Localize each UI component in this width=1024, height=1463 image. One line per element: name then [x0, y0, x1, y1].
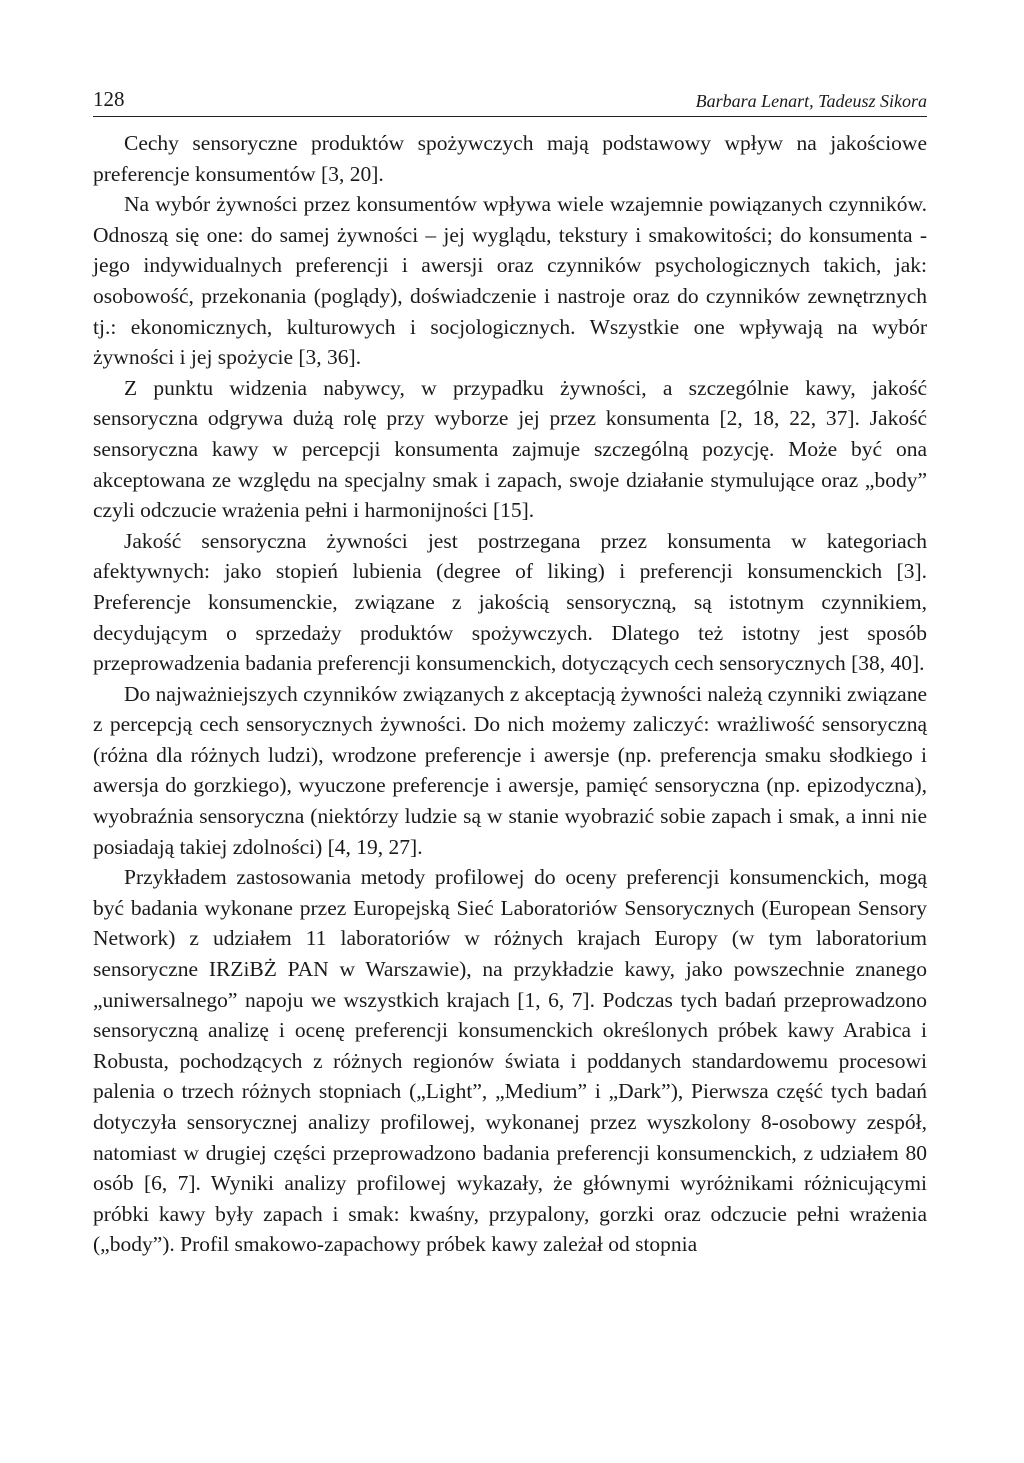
paragraph: Z punktu widzenia nabywcy, w przypadku żywności, a szczególnie kawy, jakość sensoryczna odgrywa dużą rolę przy wyborze jej przez konsumenta [2, 18, 22, 37]. Jakość sensoryczna kawy w percepcji konsumenta zajmuje szczególną pozycję. Może być ona akceptowana ze względu na specjalny smak i zapach, swoje działanie stymulujące oraz „body” czyli odczucie wrażenia pełni i harmonijności [15].: [93, 375, 927, 523]
paragraph: Cechy sensoryczne produktów spożywczych mają podstawowy wpływ na jakościowe preferencje konsumentów [3, 20].: [93, 131, 927, 186]
paragraph: Do najważniejszych czynników związanych z akceptacją żywności należą czynniki związane z percepcją cech sensorycznych żywności. Do nich możemy zaliczyć: wrażliwość sensoryczną (różna dla różnych ludzi), wrodzone preferencje i awersje (np. preferencja smaku słodkiego i awersja do gorzkiego), wyuczone preferencje i awersje, pamięć sensoryczna (np. epizodyczna), wyobraźnia sensoryczna (niektórzy ludzie są w stanie wyobrazić sobie zapach i smak, a inni nie posiadają takiej zdolności) [4, 19, 27].: [93, 681, 927, 859]
page-number: 128: [93, 87, 125, 111]
paragraph: Jakość sensoryczna żywności jest postrzegana przez konsumenta w kategoriach afektywnych: jako stopień lubienia (degree of liking) i preferencji konsumenckich [3]. Preferencje konsumenckie, związane z jakością sensoryczną, są istotnym czynnikiem, decydującym o sprzedaży produktów spożywczych. Dlatego też istotny jest sposób przeprowadzenia badania preferencji konsumenckich, dotyczących cech sensorycznych [38, 40].: [93, 528, 927, 676]
paragraph: Przykładem zastosowania metody profilowej do oceny preferencji konsumenckich, mogą być badania wykonane przez Europejską Sieć Laboratoriów Sensorycznych (European Sensory Network) z udziałem 11 laboratoriów w różnych krajach Europy (w tym laboratorium sensoryczne IRZiBŻ PAN w Warszawie), na przykładzie kawy, jako powszechnie znanego „uniwersalnego” napoju we wszystkich krajach [1, 6, 7]. Podczas tych badań przeprowadzono sensoryczną analizę i ocenę preferencji konsumenckich określonych próbek kawy Arabica i Robusta, pochodzących z różnych regionów świata i poddanych standardowemu procesowi palenia o trzech różnych stopniach („Light”, „Medium” i „Dark”), Pierwsza część tych badań dotyczyła sensorycznej analizy profilowej, wykonanej przez wyszkolony 8-osobowy zespół, natomiast w drugiej części przeprowadzono badania preferencji konsumenckich, z udziałem 80 osób [6, 7]. Wyniki analizy profilowej wykazały, że głównymi wyróżnikami różnicującymi próbki kawy były zapach i smak: kwaśny, przypalony, gorzki oraz odczucie pełni wrażenia („body”). Profil smakowo-zapachowy próbek kawy zależał od stopnia: [93, 865, 927, 1257]
running-head-authors: Barbara Lenart, Tadeusz Sikora: [695, 91, 927, 111]
article-body: [93, 128, 927, 1260]
paragraph: Na wybór żywności przez konsumentów wpływa wiele wzajemnie powiązanych czynników. Odnoszą się one: do samej żywności – jej wyglądu, tekstury i smakowitości; do konsumenta - jego indywidualnych preferencji i awersji oraz czynników psychologicznych takich, jak: osobowość, przekonania (poglądy), doświadczenie i nastroje oraz do czynników zewnętrznych tj.: ekonomicznych, kulturowych i socjologicznych. Wszystkie one wpływają na wybór żywności i jej spożycie [3, 36].: [93, 192, 927, 370]
page-header: [93, 86, 927, 117]
